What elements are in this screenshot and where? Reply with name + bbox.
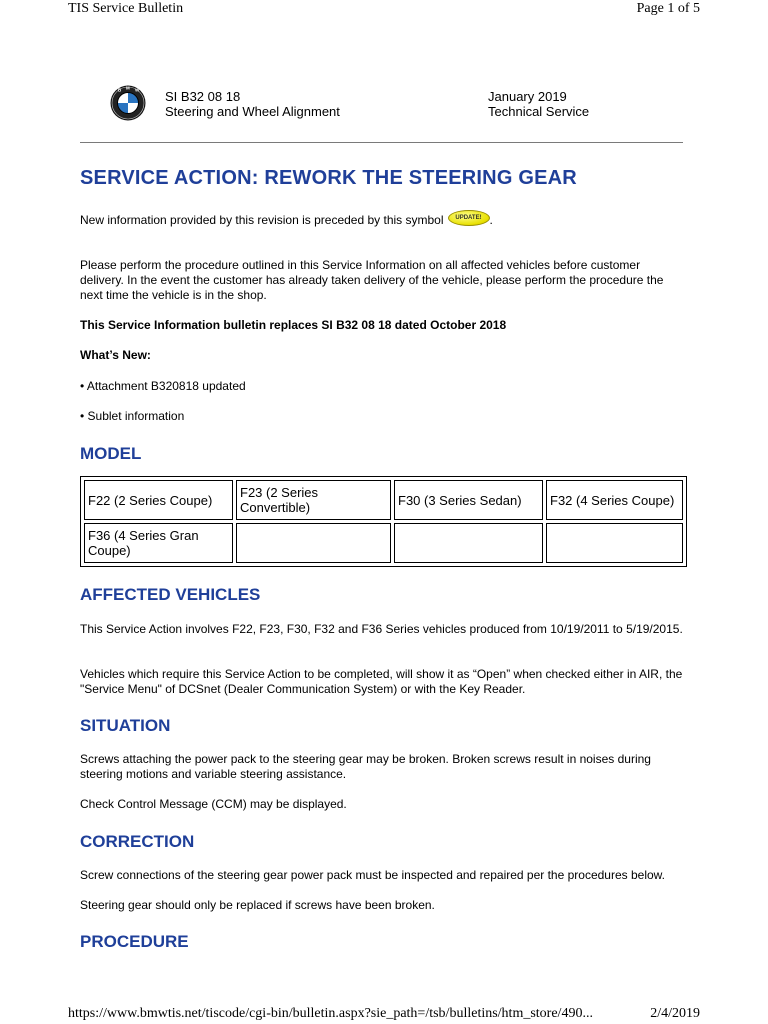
- intro-paragraph: Please perform the procedure outlined in this Service Information on all affected vehicles before customer delivery. In the event the customer has already taken delivery of the vehicle, please perform the procedure the next time the vehicle is in the shop.: [80, 258, 664, 302]
- table-row: [84, 480, 683, 520]
- table-cell: F32 (4 Series Coupe): [546, 480, 683, 520]
- header-divider: [80, 142, 683, 143]
- print-footer-date: 2/4/2019: [650, 1006, 700, 1021]
- section-heading-correction: CORRECTION: [80, 832, 195, 851]
- affected-paragraph: This Service Action involves F22, F23, F30, F32 and F36 Series vehicles produced from 10/19/2011 to 5/19/2015.: [80, 622, 683, 636]
- table-cell: [236, 523, 391, 563]
- bulletin-group: Steering and Wheel Alignment: [165, 104, 340, 119]
- bulletin-category: Technical Service: [488, 104, 590, 119]
- situation-paragraph: Screws attaching the power pack to the steering gear may be broken. Broken screws result in noises during steering motions and variable steering assistance.: [80, 752, 651, 781]
- bulletin-number: SI B32 08 18: [165, 89, 241, 104]
- affected-paragraph: Vehicles which require this Service Action to be completed, will show it as “Open” when checked either in AIR, the "Service Menu" of DCSnet (Dealer Communication System) or with the Key Reader.: [80, 667, 683, 696]
- section-heading-affected-vehicles: AFFECTED VEHICLES: [80, 585, 261, 604]
- bulletin-date: January 2019: [488, 89, 567, 104]
- model-table: [80, 476, 687, 567]
- situation-paragraph: Check Control Message (CCM) may be displayed.: [80, 797, 347, 811]
- print-footer-url: https://www.bmwtis.net/tiscode/cgi-bin/bulletin.aspx?sie_path=/tsb/bulletins/htm_store/490...: [68, 1006, 593, 1021]
- bmw-logo-icon: [110, 85, 146, 121]
- whats-new-heading: What’s New:: [80, 348, 151, 362]
- whats-new-item: • Sublet information: [80, 409, 185, 423]
- page-title: SERVICE ACTION: REWORK THE STEERING GEAR: [80, 167, 577, 189]
- table-row: [84, 523, 683, 563]
- whats-new-item: • Attachment B320818 updated: [80, 379, 246, 393]
- revision-note: New information provided by this revision is preceded by this symbol UPDATE! .: [80, 213, 685, 229]
- table-cell: [394, 523, 543, 563]
- section-heading-situation: SITUATION: [80, 716, 171, 735]
- correction-paragraph: Steering gear should only be replaced if screws have been broken.: [80, 898, 435, 912]
- print-header-title: TIS Service Bulletin: [68, 1, 184, 16]
- table-cell: F22 (2 Series Coupe): [84, 480, 233, 520]
- table-cell: F36 (4 Series Gran Coupe): [84, 523, 233, 563]
- replaces-note: This Service Information bulletin replaces SI B32 08 18 dated October 2018: [80, 318, 507, 332]
- section-heading-procedure: PROCEDURE: [80, 932, 189, 951]
- section-heading-model: MODEL: [80, 444, 142, 463]
- update-badge-icon: UPDATE!: [448, 210, 490, 226]
- svg-text:B: B: [118, 87, 122, 93]
- svg-text:W: W: [135, 87, 140, 93]
- table-cell: F23 (2 Series Convertible): [236, 480, 391, 520]
- correction-paragraph: Screw connections of the steering gear power pack must be inspected and repaired per the procedures below.: [80, 868, 666, 882]
- svg-text:M: M: [126, 85, 130, 91]
- table-cell: F30 (3 Series Sedan): [394, 480, 543, 520]
- table-cell: [546, 523, 683, 563]
- print-header-page: Page 1 of 5: [636, 1, 700, 16]
